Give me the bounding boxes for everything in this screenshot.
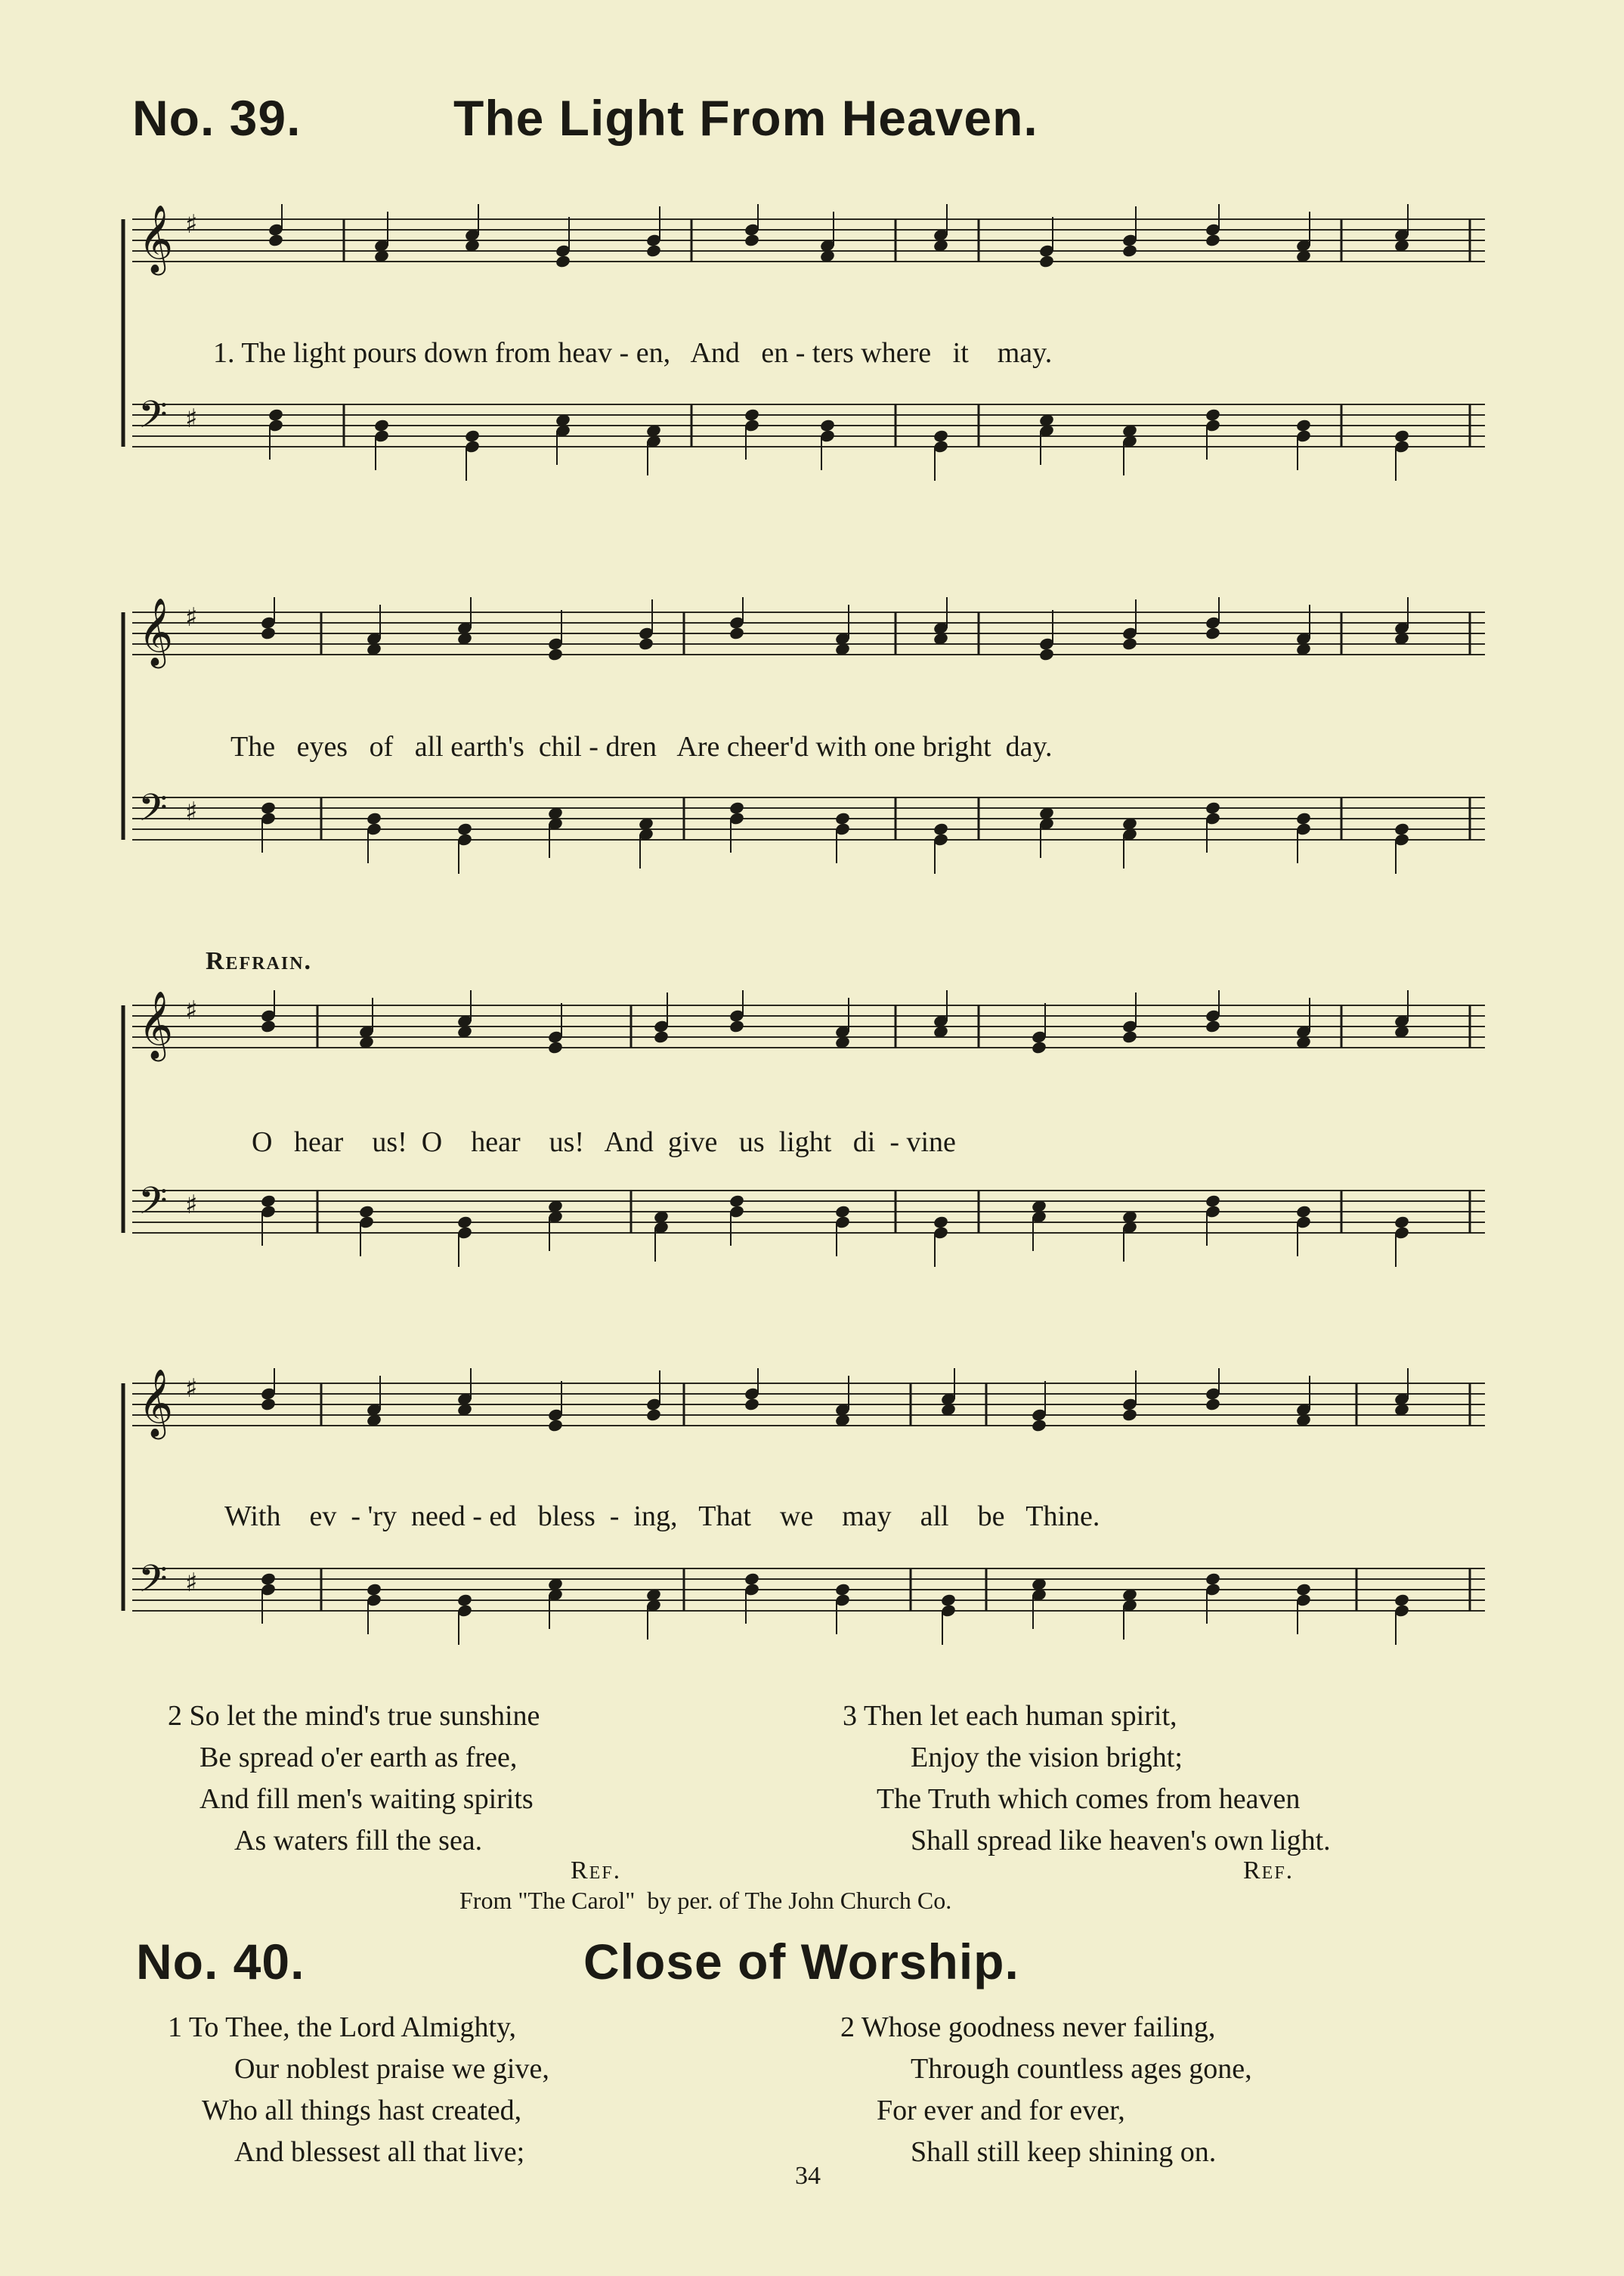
key-signature-sharp-icon: ♯	[185, 1190, 198, 1220]
hymn-40-verse-1	[168, 2007, 549, 2173]
note-head	[1205, 1194, 1221, 1208]
note-head	[260, 800, 277, 815]
key-signature-sharp-icon: ♯	[185, 209, 198, 240]
note-head	[260, 1397, 277, 1411]
note-head	[1205, 626, 1221, 640]
note-head	[933, 429, 949, 443]
note-head	[547, 647, 564, 661]
note-head	[366, 1582, 382, 1596]
note-head	[1295, 1582, 1312, 1596]
verse-3-line: The Truth which comes from heaven	[877, 1783, 1301, 1815]
note-head	[933, 1215, 949, 1229]
note-head	[260, 1194, 277, 1208]
hymn-40-title: Close of Worship.	[583, 1934, 1019, 1990]
hymn-39-title: The Light From Heaven.	[453, 90, 1038, 146]
lyric-line-4: With ev - 'ry need - ed bless - ing, That we may all be Thine.	[224, 1500, 1100, 1532]
note-head	[260, 626, 277, 640]
note-head	[645, 1407, 662, 1422]
hymn-40-verse-2-line: 2 Whose goodness never failing,	[840, 2011, 1216, 2043]
note-head	[1038, 647, 1055, 661]
note-head	[1205, 1397, 1221, 1411]
page-number: 34	[795, 2162, 821, 2190]
verse-2-line: And fill men's waiting spirits	[200, 1783, 534, 1815]
note-head	[1031, 1040, 1047, 1054]
bass-clef-icon: 𝄢	[138, 1179, 168, 1232]
hymn-40-verse-2-line: Through countless ages gone,	[911, 2053, 1252, 2085]
note-head	[653, 1030, 670, 1044]
hymn-40-verse-1-line: And blessest all that live;	[234, 2136, 525, 2168]
verse-3-line: 3 Then let each human spirit,	[843, 1700, 1177, 1732]
note-head	[1121, 243, 1138, 258]
note-head	[1121, 1030, 1138, 1044]
lyric-line-3: O hear us! O hear us! And give us light di - vine	[252, 1126, 956, 1158]
note-head	[744, 1572, 760, 1586]
note-head	[834, 811, 851, 825]
hymn-40-verse-1-line: Our noblest praise we give,	[234, 2053, 549, 2085]
verse-3-ref: Ref.	[1243, 1856, 1295, 1884]
verse-3-line: Shall spread like heaven's own light.	[911, 1825, 1331, 1856]
lyric-line-2: The eyes of all earth's chil - dren Are cheer'd with one bright day.	[230, 731, 1053, 763]
verse-2-line: Be spread o'er earth as free,	[200, 1742, 518, 1773]
note-head	[268, 233, 284, 247]
note-head	[834, 1582, 851, 1596]
hymn-40-verse-1-line: Who all things hast created,	[202, 2095, 522, 2126]
note-head	[464, 429, 481, 443]
key-signature-sharp-icon: ♯	[185, 1373, 198, 1404]
note-head	[373, 418, 390, 432]
treble-clef-icon: 𝄞	[138, 598, 174, 666]
hymn-40-verse-2-line: Shall still keep shining on.	[911, 2136, 1217, 2168]
lyric-line-1: 1. The light pours down from heav - en, And en - ters where it may.	[213, 337, 1053, 369]
note-head	[456, 1593, 473, 1607]
note-head	[744, 233, 760, 247]
treble-clef-icon: 𝄞	[138, 1369, 174, 1437]
note-head	[1038, 254, 1055, 268]
note-head	[1205, 233, 1221, 247]
note-head	[1394, 822, 1410, 836]
copyright-credit: From "The Carol" by per. of The John Church Co.	[459, 1887, 952, 1914]
note-head	[555, 254, 571, 268]
note-head	[744, 407, 760, 422]
note-head	[834, 1204, 851, 1219]
key-signature-sharp-icon: ♯	[185, 602, 198, 633]
note-head	[268, 407, 284, 422]
hymn-39-number: No. 39.	[132, 90, 302, 146]
key-signature-sharp-icon: ♯	[185, 404, 198, 434]
note-head	[260, 1019, 277, 1033]
note-head	[1121, 636, 1138, 651]
note-head	[1121, 1407, 1138, 1422]
note-head	[1394, 1215, 1410, 1229]
note-head	[1295, 811, 1312, 825]
note-head	[366, 811, 382, 825]
verse-2-line: 2 So let the mind's true sunshine	[168, 1700, 540, 1732]
verse-3-line: Enjoy the vision bright;	[911, 1742, 1183, 1773]
note-head	[1205, 800, 1221, 815]
bass-clef-icon: 𝄢	[138, 393, 168, 446]
bass-clef-icon: 𝄢	[138, 1557, 168, 1610]
bass-clef-icon: 𝄢	[138, 786, 168, 839]
treble-clef-icon: 𝄞	[138, 991, 174, 1059]
note-head	[456, 822, 473, 836]
key-signature-sharp-icon: ♯	[185, 797, 198, 827]
verse-2-line: As waters fill the sea.	[234, 1825, 483, 1856]
note-head	[1031, 1418, 1047, 1432]
note-head	[1205, 407, 1221, 422]
note-head	[1205, 1019, 1221, 1033]
note-head	[547, 1040, 564, 1054]
note-head	[728, 1019, 745, 1033]
refrain-label: Refrain.	[206, 947, 313, 975]
note-head	[456, 1215, 473, 1229]
note-head	[1295, 418, 1312, 432]
note-head	[1394, 429, 1410, 443]
note-head	[940, 1593, 957, 1607]
note-head	[638, 636, 654, 651]
key-signature-sharp-icon: ♯	[185, 1568, 198, 1598]
note-head	[819, 418, 836, 432]
note-head	[1295, 1204, 1312, 1219]
note-head	[1205, 1572, 1221, 1586]
note-head	[645, 243, 662, 258]
verse-2-ref: Ref.	[571, 1856, 622, 1884]
note-head	[547, 1418, 564, 1432]
key-signature-sharp-icon: ♯	[185, 996, 198, 1026]
hymn-40-verse-2	[840, 2007, 1252, 2173]
note-head	[728, 800, 745, 815]
note-head	[1394, 1593, 1410, 1607]
note-head	[358, 1204, 375, 1219]
hymn-40-verse-1-line: 1 To Thee, the Lord Almighty,	[168, 2011, 517, 2043]
note-head	[728, 626, 745, 640]
note-head	[933, 822, 949, 836]
note-head	[260, 1572, 277, 1586]
verse-3	[843, 1695, 1331, 1862]
hymn-40-verse-2-line: For ever and for ever,	[877, 2095, 1125, 2126]
hymn-40-number: No. 40.	[136, 1934, 305, 1990]
note-head	[744, 1397, 760, 1411]
treble-clef-icon: 𝄞	[138, 205, 174, 273]
note-head	[728, 1194, 745, 1208]
verse-2	[168, 1695, 540, 1862]
